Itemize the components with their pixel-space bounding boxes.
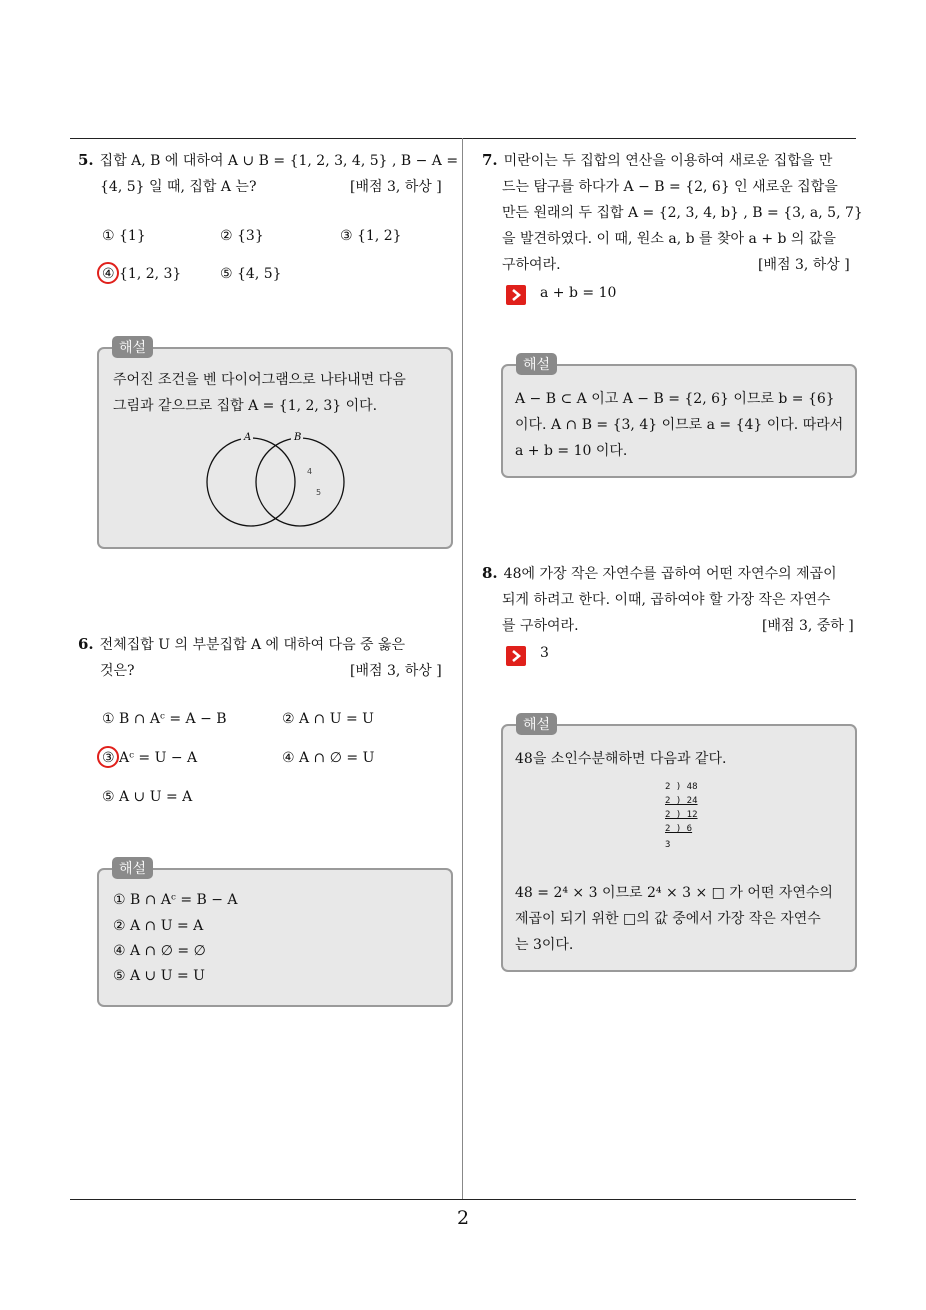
q6-line2: 것은? <box>100 663 135 679</box>
q7-explain-tab: 해설 <box>516 353 557 375</box>
q7-text1: 미란이는 두 집합의 연산을 이용하여 새로운 집합을 만 <box>503 153 833 169</box>
q5-line1 <box>78 150 458 170</box>
q8-explain-tab: 해설 <box>516 713 557 735</box>
q8-text1: 48에 가장 작은 자연수를 곱하여 어떤 자연수의 제곱이 <box>503 566 837 582</box>
q7-explain-box <box>501 364 857 478</box>
q5-choice-4[interactable]: ④ {1, 2, 3} <box>102 266 182 282</box>
venn-elem-1: 4 <box>307 467 313 476</box>
q7-line4: 을 발견하였다. 이 때, 원소 a, b 를 찾아 a + b 의 값을 <box>502 231 836 247</box>
q8-explain-box <box>501 724 857 972</box>
q6-number: 6. <box>78 635 94 653</box>
q6-explain-line2: ② A ∩ U = A <box>113 918 204 934</box>
q7-number: 7. <box>482 151 498 169</box>
q6-score: [배점 3, 하상 ] <box>350 663 442 679</box>
q5-choice-2[interactable]: ② {3} <box>220 228 264 244</box>
venn-circle-b <box>256 438 344 526</box>
q6-choice-2[interactable]: ② A ∩ U = U <box>282 711 374 727</box>
q8-score: [배점 3, 중하 ] <box>762 618 854 634</box>
q8-line3: 를 구하여라. <box>502 618 579 634</box>
q7-explain-line2: 이다. A ∩ B = {3, 4} 이므로 a = {4} 이다. 따라서 <box>515 417 844 433</box>
q7-line5: 구하여라. <box>502 257 561 273</box>
venn-circle-a <box>207 438 295 526</box>
answer-arrow-icon <box>506 646 526 666</box>
q6-explain-tab: 해설 <box>112 857 153 879</box>
q6-explain-line1: ① B ∩ Aᶜ = B − A <box>113 892 238 908</box>
q5-choice-1[interactable]: ① {1} <box>102 228 146 244</box>
q7-score: [배점 3, 하상 ] <box>758 257 850 273</box>
q7-line3: 만든 원래의 두 집합 A = {2, 3, 4, b} , B = {3, a, 5, 7} <box>502 205 863 221</box>
division-row-4: 2 ) 6 <box>665 824 693 834</box>
q5-choice-5[interactable]: ⑤ {4, 5} <box>220 266 282 282</box>
q6-explain-line3: ④ A ∩ ∅ = ∅ <box>113 943 206 959</box>
q5-explain-line1: 주어진 조건을 벤 다이어그램으로 나타내면 다음 <box>113 372 406 388</box>
q5-choice-3[interactable]: ③ {1, 2} <box>340 228 402 244</box>
q8-explain-line3: 제곱이 되기 위한 □의 값 중에서 가장 작은 자연수 <box>515 911 821 927</box>
page-number: 2 <box>456 1207 470 1229</box>
q6-choice-4[interactable]: ④ A ∩ ∅ = U <box>282 750 375 766</box>
division-row-2: 2 ) 24 <box>665 796 698 806</box>
q6-choice-5[interactable]: ⑤ A ∪ U = A <box>102 789 193 805</box>
q6-choice-3[interactable]: ③ Aᶜ = U − A <box>102 750 198 766</box>
q6-text1: 전체집합 U 의 부분집합 A 에 대하여 다음 중 옳은 <box>99 637 406 653</box>
bottom-rule <box>70 1199 856 1200</box>
division-row-1: 2 ) 48 <box>665 782 698 792</box>
q5-text1: 집합 A, B 에 대하여 A ∪ B = {1, 2, 3, 4, 5} , B − A = <box>99 153 459 169</box>
q7-line1 <box>482 150 832 170</box>
venn-elem-2: 5 <box>316 488 322 497</box>
q8-number: 8. <box>482 564 498 582</box>
q7-explain-line3: a + b = 10 이다. <box>515 443 628 459</box>
q5-explain-box <box>97 347 453 549</box>
q7-explain-line1: A − B ⊂ A 이고 A − B = {2, 6} 이므로 b = {6} <box>515 391 835 407</box>
q6-line1 <box>78 634 405 654</box>
q8-answer: 3 <box>540 645 549 661</box>
q5-answer-circle-mark <box>97 262 119 284</box>
q6-explain-box <box>97 868 453 1007</box>
q5-number: 5. <box>78 151 94 169</box>
q7-line2: 드는 탐구를 하다가 A − B = {2, 6} 인 새로운 집합을 <box>502 179 838 195</box>
q8-explain-line1: 48을 소인수분해하면 다음과 같다. <box>515 751 727 767</box>
venn-diagram <box>99 429 455 549</box>
q8-line1 <box>482 563 837 583</box>
venn-label-b: B <box>294 432 302 443</box>
answer-arrow-icon <box>506 285 526 305</box>
q5-score: [배점 3, 하상 ] <box>350 179 442 195</box>
q6-explain-line4: ⑤ A ∪ U = U <box>113 968 205 984</box>
q8-explain-line4: 는 3이다. <box>515 937 574 953</box>
venn-label-a: A <box>244 432 252 443</box>
division-row-3: 2 ) 12 <box>665 810 698 820</box>
q5-explain-tab: 해설 <box>112 336 153 358</box>
q5-line2: {4, 5} 일 때, 집합 A 는? <box>100 179 257 195</box>
q6-choice-1[interactable]: ① B ∩ Aᶜ = A − B <box>102 711 227 727</box>
q8-line2: 되게 하려고 한다. 이때, 곱하여야 할 가장 작은 자연수 <box>502 592 831 608</box>
q5-explain-line2: 그림과 같으므로 집합 A = {1, 2, 3} 이다. <box>113 398 378 414</box>
q6-answer-circle-mark <box>97 746 119 768</box>
top-rule <box>70 138 856 139</box>
column-divider <box>462 138 463 1199</box>
q7-answer: a + b = 10 <box>540 285 617 301</box>
division-row-5: 3 <box>665 840 671 850</box>
q8-explain-line2: 48 = 2⁴ × 3 이므로 2⁴ × 3 × □ 가 어떤 자연수의 <box>515 885 833 901</box>
